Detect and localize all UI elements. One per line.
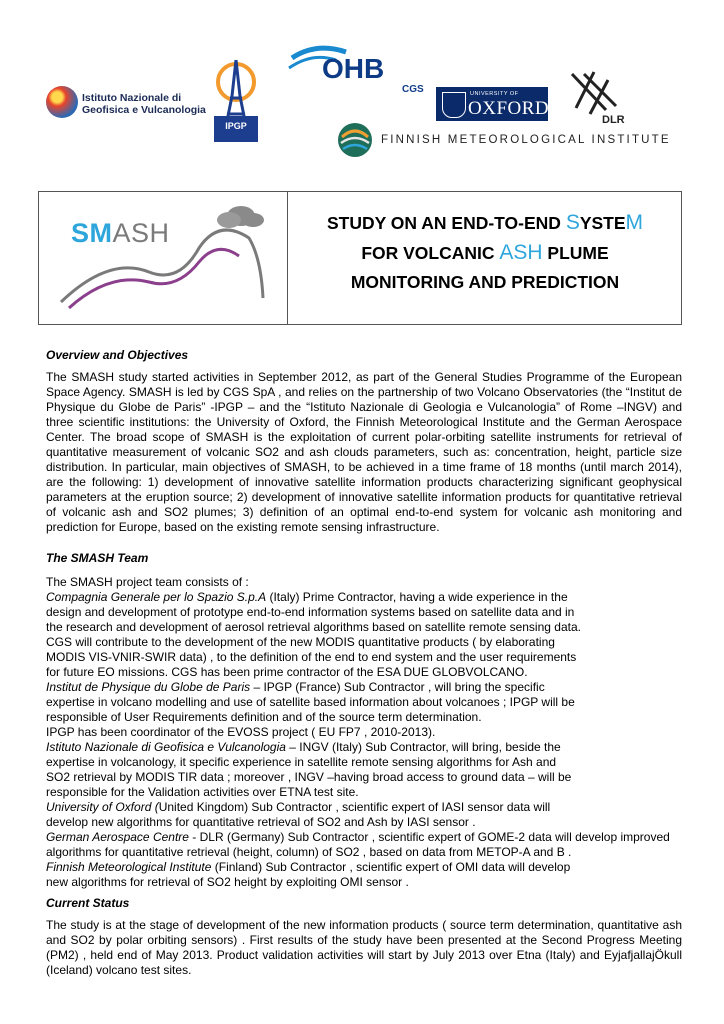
overview-paragraph: The SMASH study started activities in September 2012, as part of the General Studies Programme of the European Space Agency. SMASH is led by CGS SpA , and relies on the partnership of two Volcano Observatories (the “Institut de Physique du Globe de Paris” -IPGP – and the “Istituto Nazionale di Geologia e Vulcanologia” of Rome –INGV) and three scientific institutions: the University of Oxford, the Finnish Meteorological Institute and the German Aerospace Center. The broad scope of SMASH is the exploitation of current polar-orbiting satellite instruments for retrieval of quantitative measurement of volcanic SO2 and ash clouds parameters, such as: concentration, height, particle size distribution. In particular, main objectives of SMASH, to be achieved in a time frame of 18 months (until march 2014), are the following: 1) development of innovative satellite information products characterizing significant geophysical parameters at the eruption source; 2) development of innovative satellite information products for quantitative retrieval of volcanic ash and SO2 plumes; 3) definition of an optimal end-to-end system for volcanic ash monitoring and prediction for Europe, based on the existing remote sensing infrastructure. [46, 370, 682, 534]
team-line-text: expertise in volcanology, it specific experience in satellite remote sensing algorithms for Ash and [46, 755, 557, 769]
team-list [46, 575, 682, 890]
team-heading: The SMASH Team [46, 551, 149, 565]
document-title: STUDY ON AN END-TO-END SYSTEM FOR VOLCANIC ASH PLUME MONITORING AND PREDICTION [326, 211, 644, 292]
team-line-text: United Kingdom) Sub Contractor , scientific expert of IASI sensor data will [158, 800, 551, 814]
team-line-text: – IPGP (France) Sub Contractor , will bring the specific [250, 680, 545, 694]
team-member-name: University of Oxford ( [46, 800, 159, 814]
ohb-logo [286, 44, 431, 96]
team-line-text: (Italy) Prime Contractor, having a wide experience in the [266, 590, 568, 604]
team-line-text: The SMASH project team consists of : [46, 575, 249, 589]
team-line [46, 650, 682, 665]
fmi-emblem-icon [336, 121, 374, 159]
team-line [46, 680, 682, 695]
team-line-text: CGS will contribute to the development of the new MODIS quantitative products ( by elaborating [46, 635, 555, 649]
oxford-crest-icon [442, 92, 466, 118]
status-paragraph: The study is at the stage of development of the new information products ( source term determination, quantitative ash and SO2 by polar orbiting sensors) . First results of the study have been presented at the Second Progress Meeting (PM2) , held end of May 2013. Product validation activities will start by July 2013 over Etna (Italy) and EyjafjallajÖkull (Iceland) volcano test sites. [46, 918, 682, 977]
team-line-text: design and development of prototype end-to-end information systems based on satellite data and in [46, 605, 575, 619]
ohb-name: OHB [322, 53, 385, 84]
team-line-text: responsible of User Requirements definition and of the source term determination. [46, 710, 482, 724]
ohb-sub: CGS [402, 84, 424, 95]
dlr-name: DLR [602, 114, 625, 126]
title-divider [287, 192, 288, 324]
globe-icon [46, 86, 78, 118]
status-section [46, 896, 682, 978]
team-line-text: MODIS VIS-VNIR-SWIR data) , to the definition of the end to end system and the user requirements [46, 650, 577, 664]
ipgp-label: IPGP [225, 121, 247, 131]
fmi-logo [336, 121, 671, 161]
team-line [46, 845, 682, 860]
team-member-name: Compagnia Generale per lo Spazio S.p.A [46, 590, 267, 604]
team-line [46, 725, 682, 740]
team-section [46, 551, 682, 890]
smash-logo [49, 198, 279, 320]
team-member-name: Institut de Physique du Globe de Paris [46, 680, 251, 694]
team-member-name: German Aerospace Centre [46, 830, 189, 844]
overview-section [46, 348, 682, 535]
team-line-text: responsible for the Validation activities over ETNA test site. [46, 785, 359, 799]
team-line [46, 695, 682, 710]
ipgp-logo [210, 56, 262, 144]
team-line-text: the research and development of aerosol retrieval algorithms based on satellite remote sensing data. [46, 620, 581, 634]
team-member-name: Finnish Meteorological Institute [46, 860, 212, 874]
team-line [46, 740, 682, 755]
team-line [46, 635, 682, 650]
overview-heading: Overview and Objectives [46, 348, 189, 362]
dlr-logo [562, 70, 626, 126]
team-line [46, 620, 682, 635]
team-line [46, 575, 682, 590]
status-heading: Current Status [46, 896, 130, 910]
team-member-name: Istituto Nazionale di Geofisica e Vulcanologia [46, 740, 286, 754]
team-line [46, 605, 682, 620]
team-line [46, 875, 682, 890]
team-line-text: new algorithms for retrieval of SO2 height by exploiting OMI sensor . [46, 875, 409, 889]
team-line [46, 770, 682, 785]
team-line-text: IPGP has been coordinator of the EVOSS project ( EU FP7 , 2010-2013). [46, 725, 436, 739]
team-line-text: - DLR (Germany) Sub Contractor , scientific expert of GOME-2 data will develop improved [188, 830, 670, 844]
team-line [46, 800, 682, 815]
smash-wordmark: SMASH [71, 218, 170, 248]
team-line-text: algorithms for quantitative retrieval (height, column) of SO2 , based on data from METOP-A and B . [46, 845, 572, 859]
team-line-text: – INGV (Italy) Sub Contractor, will bring, beside the [285, 740, 561, 754]
team-line [46, 815, 682, 830]
team-line [46, 860, 682, 875]
team-line-text: SO2 retrieval by MODIS TIR data ; moreover , INGV –having broad access to ground data – will be [46, 770, 572, 784]
team-line-text: expertise in volcano modelling and use of satellite based information about volcanoes ; IPGP will be [46, 695, 575, 709]
team-line-text: (Finland) Sub Contractor , scientific expert of OMI data will develop [211, 860, 571, 874]
team-line [46, 830, 682, 845]
team-line [46, 710, 682, 725]
team-line [46, 755, 682, 770]
oxford-logo: UNIVERSITY OF OXFORD [436, 87, 548, 121]
team-line [46, 590, 682, 605]
ingv-logo [46, 86, 216, 122]
team-line-text: for future EO missions. CGS has been prime contractor of the ESA DUE GLOBVOLCANO. [46, 665, 528, 679]
ingv-logo-text: Istituto Nazionale di Geofisica e Vulcanologia [82, 92, 206, 116]
team-line [46, 665, 682, 680]
team-line [46, 785, 682, 800]
team-line-text: develop new algorithms for quantitative retrieval of SO2 and Ash by IASI sensor . [46, 815, 476, 829]
title-box [38, 191, 682, 325]
fmi-name: FINNISH METEOROLOGICAL INSTITUTE [381, 134, 671, 146]
